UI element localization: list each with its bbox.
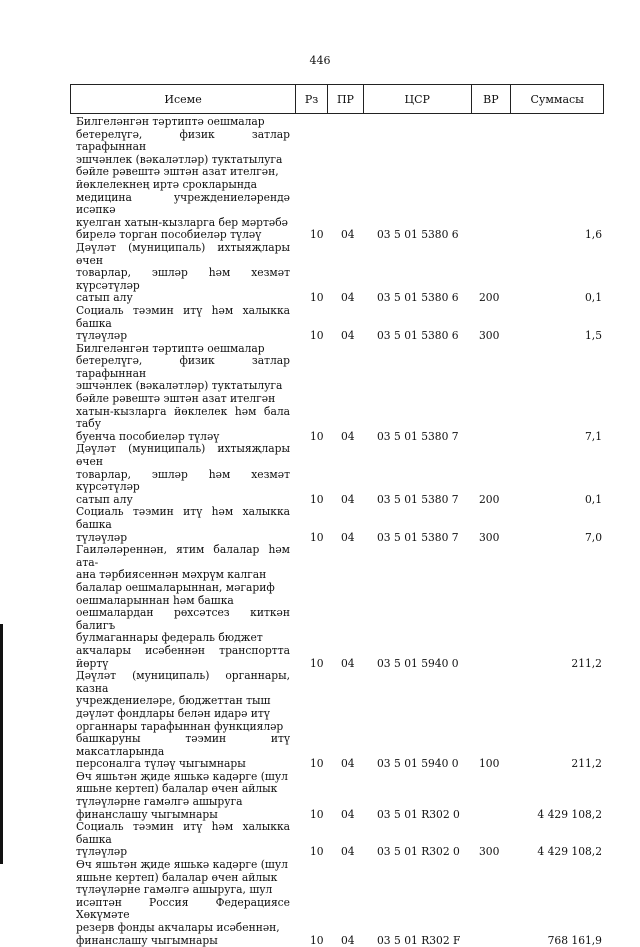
- row-name-line: түләүләр: [76, 329, 128, 343]
- row-pr: 04: [341, 228, 355, 242]
- row-name-line: Дәүләт (муниципаль) ихтыяҗлары өчен: [76, 442, 290, 469]
- row-name-line: булмаганнары федераль бюджет: [76, 631, 263, 645]
- row-name: [76, 544, 290, 670]
- header-vr: ВР: [472, 85, 512, 113]
- row-rz: 10: [310, 845, 324, 859]
- row-rz: 10: [310, 329, 324, 343]
- row-pr: 04: [341, 656, 355, 670]
- table-row: [76, 305, 602, 343]
- row-name-line: оешмаларыннан һәм башка: [76, 593, 234, 607]
- row-csr: 03 5 01 5380 6: [377, 291, 459, 305]
- row-rz: 10: [310, 291, 324, 305]
- row-name-line: түләүләрне гамәлгә ашыруга: [76, 795, 243, 809]
- table-row: [76, 343, 602, 444]
- row-vr: 300: [479, 845, 500, 859]
- row-name-line: эшчәнлек (вәкаләтләр) туктатылуга: [76, 152, 283, 166]
- row-pr: 04: [341, 530, 355, 544]
- table-row: [76, 116, 602, 242]
- table-row: [76, 821, 602, 859]
- row-vr: 200: [479, 492, 500, 506]
- row-name-line: бетерелүгә, физик затлар тарафыннан: [76, 354, 290, 380]
- row-name-line: товарлар, эшләр һәм хезмәт күрсәтүләр: [76, 467, 290, 494]
- row-name-line: сатып алу: [76, 291, 133, 305]
- row-name-line: башкаруны тәэмин итү максатларында: [76, 732, 290, 758]
- row-name-line: сатып алу: [76, 492, 133, 506]
- row-name-line: Социаль тәэмин итү һәм халыкка башка: [76, 820, 290, 846]
- row-rz: 10: [310, 228, 324, 242]
- row-name-line: Дәүләт (муниципаль) органнары, казна: [76, 669, 290, 695]
- row-name: [76, 305, 290, 343]
- row-name-line: йөклелекнең иртә срокларында: [76, 177, 257, 191]
- row-sum: 7,1: [585, 429, 602, 443]
- row-name-line: Өч яшьтән җиде яшькә кадәрге (шул: [76, 858, 288, 872]
- row-name-line: дәүләт фондлары белән идарә итү: [76, 706, 270, 720]
- row-name-line: медицина учреждениеләрендә исәпкә: [76, 190, 290, 217]
- row-pr: 04: [341, 933, 355, 947]
- row-name-line: Билгеләнгән тәртиптә оешмалар: [76, 341, 265, 355]
- row-name: [76, 343, 290, 444]
- row-csr: 03 5 01 5380 6: [377, 228, 459, 242]
- row-name: [76, 506, 290, 544]
- row-pr: 04: [341, 291, 355, 305]
- row-name-line: Социаль тәэмин итү һәм халыкка башка: [76, 303, 290, 330]
- row-csr: 03 5 01 5380 6: [377, 329, 459, 343]
- row-name: [76, 821, 290, 859]
- row-name-line: түләүләрне гамәлгә ашыруга, шул: [76, 883, 273, 897]
- row-sum: 1,5: [585, 329, 602, 343]
- row-rz: 10: [310, 530, 324, 544]
- row-sum: 4 429 108,2: [537, 845, 602, 859]
- row-name: [76, 242, 290, 305]
- table-row: [76, 859, 602, 947]
- row-sum: 0,1: [585, 492, 602, 506]
- row-csr: 03 5 01 5940 0: [377, 656, 459, 670]
- row-name: [76, 859, 290, 947]
- header-csr: ЦСР: [364, 85, 472, 113]
- row-name-line: акчалары исәбеннән транспортта йөртү: [76, 643, 290, 670]
- row-name-line: яшьне кертеп) балалар өчен айлык: [76, 870, 278, 884]
- row-name-line: ана тәрбиясеннән мәхрүм калган: [76, 568, 267, 582]
- row-name: [76, 771, 290, 821]
- row-vr: 100: [479, 757, 500, 771]
- row-rz: 10: [310, 933, 324, 947]
- table-body: [76, 116, 602, 947]
- page-number: 446: [309, 54, 331, 67]
- row-csr: 03 5 01 5380 7: [377, 530, 459, 544]
- row-name: [76, 670, 290, 771]
- row-name-line: балалар оешмаларыннан, мәгариф: [76, 580, 275, 594]
- row-pr: 04: [341, 757, 355, 771]
- row-rz: 10: [310, 807, 324, 821]
- row-name-line: учреждениеләре, бюджеттан тыш: [76, 694, 271, 708]
- table-row: [76, 670, 602, 771]
- table-row: [76, 771, 602, 821]
- row-rz: 10: [310, 429, 324, 443]
- row-name-line: эшчәнлек (вәкаләтләр) туктатылуга: [76, 379, 283, 393]
- row-name-line: түләүләр: [76, 530, 128, 544]
- row-csr: 03 5 01 R302 F: [377, 933, 461, 947]
- row-name-line: бәйле рәвештә эштән азат ителгән,: [76, 165, 279, 179]
- table-row: [76, 443, 602, 506]
- row-csr: 03 5 01 5380 7: [377, 492, 459, 506]
- table-row: [76, 544, 602, 670]
- row-sum: 211,2: [571, 656, 602, 670]
- row-name-line: Дәүләт (муниципаль) ихтыяҗлары өчен: [76, 240, 290, 267]
- row-rz: 10: [310, 757, 324, 771]
- scan-edge-mark: [0, 624, 3, 864]
- row-name-line: персоналга түләү чыгымнары: [76, 757, 246, 771]
- row-name-line: органнары тарафыннан функцияләр: [76, 719, 284, 733]
- row-vr: 300: [479, 329, 500, 343]
- row-name-line: Социаль тәэмин итү һәм халыкка башка: [76, 505, 290, 531]
- row-name-line: финанслашу чыгымнары: [76, 933, 218, 947]
- row-name-line: Билгеләнгән тәртиптә оешмалар: [76, 115, 265, 128]
- row-csr: 03 5 01 R302 0: [377, 845, 460, 859]
- row-csr: 03 5 01 5380 7: [377, 429, 459, 443]
- row-name: [76, 443, 290, 506]
- row-csr: 03 5 01 R302 0: [377, 807, 460, 821]
- row-sum: 211,2: [571, 757, 602, 771]
- row-pr: 04: [341, 429, 355, 443]
- row-vr: 300: [479, 530, 500, 544]
- row-name-line: исәптән Россия Федерациясе Хөкүмәте: [76, 895, 290, 922]
- table-row: [76, 242, 602, 305]
- row-name-line: куелган хатын-кызларга бер мәртәбә: [76, 215, 288, 229]
- row-name-line: Өч яшьтән җиде яшькә кадәрге (шул: [76, 769, 288, 783]
- header-rz: Рз: [296, 85, 328, 113]
- row-name-line: финанслашу чыгымнары: [76, 807, 218, 821]
- row-name-line: бетерелүгә, физик затлар тарафыннан: [76, 127, 290, 154]
- row-csr: 03 5 01 5940 0: [377, 757, 459, 771]
- row-name-line: товарлар, эшләр һәм хезмәт күрсәтүләр: [76, 266, 290, 292]
- row-vr: 200: [479, 291, 500, 305]
- row-sum: 7,0: [585, 530, 602, 544]
- header-pr: ПР: [328, 85, 364, 113]
- header-name: Исеме: [71, 85, 296, 113]
- row-sum: 768 161,9: [547, 933, 602, 947]
- row-name-line: резерв фонды акчалары исәбеннән,: [76, 921, 280, 934]
- table-row: [76, 506, 602, 544]
- row-name-line: хатын-кызларга йөклелек һәм бала табу: [76, 404, 290, 431]
- row-sum: 0,1: [585, 291, 602, 305]
- row-name-line: яшьне кертеп) балалар өчен айлык: [76, 782, 278, 796]
- row-rz: 10: [310, 656, 324, 670]
- row-name-line: оешмалардан рөхсәтсез киткән балигъ: [76, 606, 290, 632]
- row-pr: 04: [341, 329, 355, 343]
- row-sum: 1,6: [585, 228, 602, 242]
- header-sum: Суммасы: [530, 92, 584, 106]
- row-name-line: түләүләр: [76, 845, 128, 859]
- row-pr: 04: [341, 845, 355, 859]
- row-rz: 10: [310, 492, 324, 506]
- row-sum: 4 429 108,2: [537, 807, 602, 821]
- row-pr: 04: [341, 492, 355, 506]
- row-name-line: буенча пособиеләр түләү: [76, 429, 220, 443]
- row-name: [76, 116, 290, 242]
- table-header: [70, 84, 604, 114]
- row-pr: 04: [341, 807, 355, 821]
- row-name-line: Гаиләләреннән, ятим балалар һәм ата-: [76, 543, 290, 569]
- row-name-line: бәйле рәвештә эштән азат ителгән: [76, 392, 276, 406]
- row-name-line: бирелә торган пособиеләр түләү: [76, 228, 262, 242]
